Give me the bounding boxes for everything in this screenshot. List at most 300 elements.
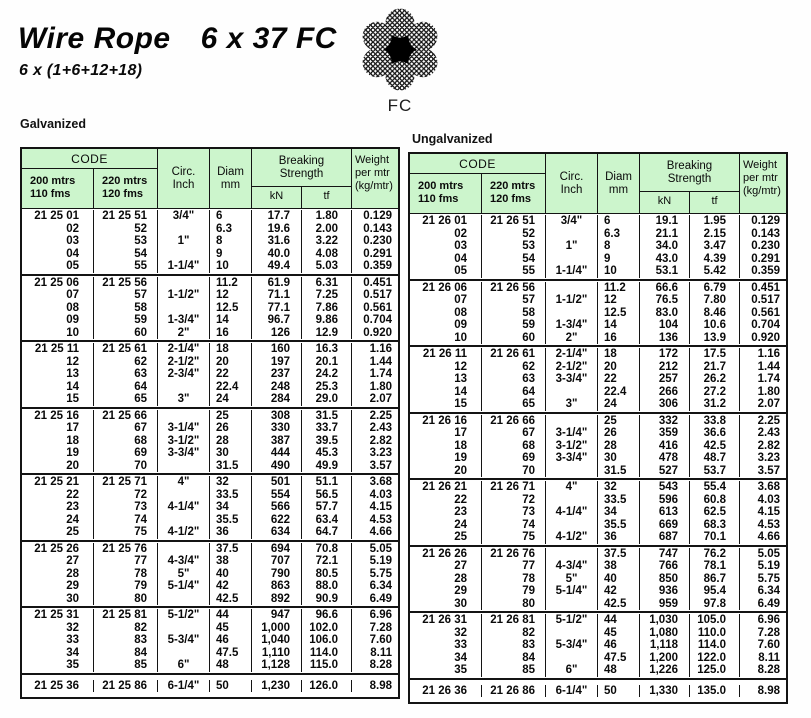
diam-cell: 48 bbox=[210, 659, 252, 672]
circ-cell bbox=[158, 223, 210, 236]
kn-cell: 1,118 bbox=[640, 639, 690, 652]
kn-cell: 53.1 bbox=[640, 265, 690, 278]
tf-cell: 3.22 bbox=[302, 235, 352, 248]
code-200-cell: 17 bbox=[22, 422, 94, 435]
diam-cell: 14 bbox=[210, 314, 252, 327]
kn-cell: 747 bbox=[640, 548, 690, 561]
diam-cell: 20 bbox=[210, 356, 252, 369]
tf-cell: 33.7 bbox=[302, 422, 352, 435]
diam-cell: 11.2 bbox=[598, 282, 640, 295]
code-200-cell: 34 bbox=[410, 652, 482, 665]
tf-cell: 125.0 bbox=[690, 664, 740, 677]
diam-cell: 31.5 bbox=[210, 460, 252, 473]
circ-cell: 6-1/4" bbox=[546, 685, 598, 698]
tf-cell: 70.1 bbox=[690, 531, 740, 544]
code-200-cell: 21 26 26 bbox=[410, 548, 482, 561]
kn-cell: 237 bbox=[252, 368, 302, 381]
table-header bbox=[22, 149, 398, 209]
diam-cell: 42 bbox=[598, 585, 640, 598]
row-group bbox=[22, 209, 398, 276]
circ-cell: 1" bbox=[546, 240, 598, 253]
diam-cell: 40 bbox=[210, 568, 252, 581]
tf-cell: 57.7 bbox=[302, 501, 352, 514]
code-header: CODE bbox=[22, 149, 157, 169]
kn-cell: 634 bbox=[252, 526, 302, 539]
kn-cell: 613 bbox=[640, 506, 690, 519]
tf-cell: 114.0 bbox=[302, 647, 352, 660]
rope-diagram-icon bbox=[356, 8, 444, 91]
diam-cell: 16 bbox=[210, 327, 252, 340]
breaking-strength-header-block bbox=[640, 154, 740, 213]
weight-cell: 8.11 bbox=[370, 646, 392, 659]
code-200-cell: 22 bbox=[410, 494, 482, 507]
diam-cell: 28 bbox=[210, 435, 252, 448]
code-200-header: 200 mtrs 110 fms bbox=[410, 174, 482, 213]
table-row bbox=[410, 215, 786, 228]
code-200-cell: 05 bbox=[410, 265, 482, 278]
kn-cell: 596 bbox=[640, 494, 690, 507]
code-200-cell: 21 25 16 bbox=[22, 410, 94, 423]
circ-cell: 5-3/4" bbox=[158, 634, 210, 647]
circ-cell bbox=[158, 622, 210, 635]
tf-cell: 80.5 bbox=[302, 568, 352, 581]
code-200-cell: 19 bbox=[410, 452, 482, 465]
tf-cell: 36.6 bbox=[690, 427, 740, 440]
diam-cell: 31.5 bbox=[598, 465, 640, 478]
kn-cell: 387 bbox=[252, 435, 302, 448]
code-200-cell: 24 bbox=[22, 514, 94, 527]
kn-cell: 892 bbox=[252, 593, 302, 606]
table-row bbox=[22, 277, 398, 290]
weight-cell: 0.517 bbox=[751, 294, 780, 306]
kn-cell: 77.1 bbox=[252, 302, 302, 315]
code-220-cell: 72 bbox=[482, 494, 546, 507]
weight-cell: 6.96 bbox=[369, 609, 392, 621]
tf-cell: 5.03 bbox=[302, 260, 352, 273]
code-220-cell: 63 bbox=[482, 373, 546, 386]
diam-cell: 32 bbox=[598, 481, 640, 494]
table-row bbox=[22, 447, 398, 460]
code-200-cell: 27 bbox=[22, 555, 94, 568]
code-200-cell: 08 bbox=[22, 302, 94, 315]
circ-cell: 3-1/4" bbox=[546, 427, 598, 440]
breaking-strength-header: Breaking Strength bbox=[640, 154, 739, 192]
table-row bbox=[410, 307, 786, 320]
code-200-cell: 25 bbox=[410, 531, 482, 544]
weight-cell: 2.25 bbox=[757, 414, 780, 427]
construction-subtitle: 6 x (1+6+12+18) bbox=[19, 62, 143, 79]
kn-cell: 257 bbox=[640, 373, 690, 386]
page-title-left: Wire Rope bbox=[18, 22, 171, 55]
table-row bbox=[22, 260, 398, 273]
circ-cell bbox=[158, 302, 210, 315]
circ-cell: 5" bbox=[158, 568, 210, 581]
tf-cell: 63.4 bbox=[302, 514, 352, 527]
tf-cell: 88.0 bbox=[302, 580, 352, 593]
circ-cell bbox=[158, 593, 210, 606]
kn-cell: 863 bbox=[252, 580, 302, 593]
kn-cell: 1,230 bbox=[252, 680, 302, 693]
circ-cell bbox=[546, 386, 598, 399]
code-220-cell: 21 26 81 bbox=[482, 614, 546, 627]
code-220-cell: 78 bbox=[94, 568, 158, 581]
diam-cell: 18 bbox=[598, 348, 640, 361]
code-200-cell: 30 bbox=[22, 593, 94, 606]
diam-cell: 22 bbox=[598, 373, 640, 386]
diam-cell: 12 bbox=[210, 289, 252, 302]
circ-cell bbox=[546, 519, 598, 532]
code-220-cell: 21 25 86 bbox=[94, 680, 158, 693]
diam-cell: 28 bbox=[598, 440, 640, 453]
code-200-cell: 09 bbox=[410, 319, 482, 332]
tf-cell: 114.0 bbox=[690, 639, 740, 652]
code-200-cell: 17 bbox=[410, 427, 482, 440]
weight-cell: 1.44 bbox=[757, 360, 780, 373]
diam-cell: 42 bbox=[210, 580, 252, 593]
kn-cell: 66.6 bbox=[640, 282, 690, 295]
circ-cell: 5-1/2" bbox=[158, 609, 210, 622]
kn-cell: 1,330 bbox=[640, 685, 690, 698]
weight-cell: 8.28 bbox=[369, 659, 392, 671]
table-row bbox=[410, 548, 786, 561]
diam-cell: 35.5 bbox=[210, 514, 252, 527]
table-row bbox=[22, 580, 398, 593]
table-row bbox=[410, 652, 786, 665]
tf-cell: 110.0 bbox=[690, 627, 740, 640]
code-220-cell: 74 bbox=[482, 519, 546, 532]
page-title-right: 6 x 37 FC bbox=[200, 22, 337, 55]
code-220-cell: 55 bbox=[94, 260, 158, 273]
code-200-cell: 21 25 26 bbox=[22, 543, 94, 556]
code-200-cell: 30 bbox=[410, 598, 482, 611]
kn-cell: 959 bbox=[640, 598, 690, 611]
table-row bbox=[22, 460, 398, 473]
code-200-cell: 03 bbox=[410, 240, 482, 253]
code-200-cell: 21 25 31 bbox=[22, 609, 94, 622]
code-220-cell: 21 25 61 bbox=[94, 343, 158, 356]
diam-cell: 14 bbox=[598, 319, 640, 332]
code-220-cell: 59 bbox=[482, 319, 546, 332]
diam-cell: 9 bbox=[210, 248, 252, 261]
circ-cell: 1" bbox=[158, 235, 210, 248]
code-220-cell: 73 bbox=[94, 501, 158, 514]
table-row bbox=[22, 568, 398, 581]
kn-cell: 17.7 bbox=[252, 210, 302, 223]
tf-cell: 105.0 bbox=[690, 614, 740, 627]
code-220-cell: 80 bbox=[94, 593, 158, 606]
circ-cell: 3-3/4" bbox=[546, 373, 598, 386]
weight-cell: 1.74 bbox=[757, 373, 780, 385]
kn-cell: 1,080 bbox=[640, 627, 690, 640]
kn-cell: 126 bbox=[252, 327, 302, 340]
weight-cell: 2.43 bbox=[369, 422, 392, 434]
code-220-cell: 79 bbox=[482, 585, 546, 598]
code-200-cell: 29 bbox=[22, 580, 94, 593]
tf-cell: 48.7 bbox=[690, 452, 740, 465]
code-220-cell: 21 25 66 bbox=[94, 410, 158, 423]
row-group bbox=[410, 547, 786, 614]
table-row bbox=[410, 265, 786, 278]
weight-cell: 3.68 bbox=[757, 481, 780, 493]
table-row bbox=[22, 593, 398, 606]
table-row bbox=[410, 228, 786, 241]
code-200-cell: 05 bbox=[22, 260, 94, 273]
code-200-cell: 21 25 11 bbox=[22, 343, 94, 356]
circ-cell bbox=[546, 598, 598, 611]
table-row bbox=[410, 573, 786, 586]
diam-cell: 16 bbox=[598, 332, 640, 345]
row-group bbox=[410, 414, 786, 481]
kn-cell: 330 bbox=[252, 422, 302, 435]
row-group bbox=[410, 347, 786, 414]
weight-cell: 0.230 bbox=[363, 235, 392, 247]
kn-cell: 766 bbox=[640, 560, 690, 573]
kn-cell: 332 bbox=[640, 415, 690, 428]
tf-cell: 70.8 bbox=[302, 543, 352, 556]
weight-cell: 2.25 bbox=[369, 409, 392, 422]
diam-cell: 42.5 bbox=[210, 593, 252, 606]
circ-cell: 1-1/4" bbox=[546, 265, 598, 278]
diam-cell: 37.5 bbox=[210, 543, 252, 556]
weight-cell: 0.451 bbox=[751, 281, 780, 294]
code-220-cell: 79 bbox=[94, 580, 158, 593]
table-row bbox=[410, 452, 786, 465]
weight-cell: 4.66 bbox=[369, 526, 392, 538]
rope-cross-section bbox=[352, 8, 448, 116]
code-220-cell: 84 bbox=[482, 652, 546, 665]
kn-cell: 1,040 bbox=[252, 634, 302, 647]
table-row bbox=[410, 348, 786, 361]
page-title bbox=[18, 22, 337, 56]
code-220-cell: 69 bbox=[482, 452, 546, 465]
table-row bbox=[22, 422, 398, 435]
kn-cell: 197 bbox=[252, 356, 302, 369]
circ-cell bbox=[158, 277, 210, 290]
weight-cell: 6.49 bbox=[757, 597, 780, 610]
diam-cell: 11.2 bbox=[210, 277, 252, 290]
code-220-cell: 62 bbox=[482, 361, 546, 374]
table-row bbox=[22, 435, 398, 448]
code-220-cell: 64 bbox=[94, 381, 158, 394]
kn-cell: 359 bbox=[640, 427, 690, 440]
tf-cell: 1.80 bbox=[302, 210, 352, 223]
code-200-cell: 35 bbox=[22, 659, 94, 672]
code-220-cell: 68 bbox=[94, 435, 158, 448]
diam-cell: 9 bbox=[598, 253, 640, 266]
code-200-cell: 15 bbox=[410, 398, 482, 411]
circ-cell: 3/4" bbox=[546, 215, 598, 228]
row-group bbox=[22, 542, 398, 609]
tf-cell: 53.7 bbox=[690, 465, 740, 478]
tf-cell: 55.4 bbox=[690, 481, 740, 494]
code-220-cell: 21 26 66 bbox=[482, 415, 546, 428]
diam-cell: 45 bbox=[210, 622, 252, 635]
tf-cell: 29.0 bbox=[302, 393, 352, 406]
diam-cell: 26 bbox=[598, 427, 640, 440]
weight-cell: 4.03 bbox=[757, 493, 780, 506]
diam-cell: 25 bbox=[598, 415, 640, 428]
tf-cell: 21.7 bbox=[690, 361, 740, 374]
kn-cell: 687 bbox=[640, 531, 690, 544]
diam-cell: 10 bbox=[598, 265, 640, 278]
code-200-cell: 20 bbox=[410, 465, 482, 478]
code-200-header: 200 mtrs 110 fms bbox=[22, 169, 94, 208]
table-row bbox=[410, 506, 786, 519]
table-row bbox=[410, 319, 786, 332]
circ-cell: 4-1/2" bbox=[158, 526, 210, 539]
code-200-cell: 21 26 06 bbox=[410, 282, 482, 295]
tf-cell: 9.86 bbox=[302, 314, 352, 327]
circ-cell bbox=[546, 253, 598, 266]
tf-cell: 115.0 bbox=[302, 659, 352, 672]
circ-cell: 4" bbox=[546, 481, 598, 494]
table-row bbox=[22, 381, 398, 394]
circ-cell: 2-1/2" bbox=[158, 356, 210, 369]
table-row bbox=[22, 248, 398, 261]
kn-cell: 1,128 bbox=[252, 659, 302, 672]
code-220-cell: 21 25 51 bbox=[94, 210, 158, 223]
table-row bbox=[22, 526, 398, 539]
weight-cell: 0.291 bbox=[363, 247, 392, 260]
code-220-cell: 75 bbox=[94, 526, 158, 539]
code-220-cell: 21 26 86 bbox=[482, 685, 546, 698]
code-200-cell: 18 bbox=[410, 440, 482, 453]
circ-cell: 4" bbox=[158, 476, 210, 489]
breaking-strength-header-block bbox=[252, 149, 352, 208]
tf-cell: 126.0 bbox=[302, 680, 352, 693]
weight-cell: 6.34 bbox=[369, 580, 392, 592]
code-220-cell: 21 26 56 bbox=[482, 282, 546, 295]
code-200-cell: 14 bbox=[410, 386, 482, 399]
table-row bbox=[410, 440, 786, 453]
tf-cell: 62.5 bbox=[690, 506, 740, 519]
diam-cell: 10 bbox=[210, 260, 252, 273]
code-200-cell: 24 bbox=[410, 519, 482, 532]
weight-cell: 1.74 bbox=[369, 368, 392, 380]
circ-cell: 1-1/4" bbox=[158, 260, 210, 273]
diam-cell: 36 bbox=[210, 526, 252, 539]
row-group bbox=[22, 475, 398, 542]
tf-cell: 3.47 bbox=[690, 240, 740, 253]
code-220-cell: 55 bbox=[482, 265, 546, 278]
code-200-cell: 03 bbox=[22, 235, 94, 248]
table-row bbox=[22, 393, 398, 406]
weight-cell: 4.66 bbox=[757, 531, 780, 543]
kn-cell: 554 bbox=[252, 489, 302, 502]
diam-header: Diam mm bbox=[598, 154, 640, 213]
code-220-cell: 21 26 61 bbox=[482, 348, 546, 361]
circ-cell: 3/4" bbox=[158, 210, 210, 223]
tf-cell: 27.2 bbox=[690, 386, 740, 399]
weight-cell: 0.230 bbox=[751, 240, 780, 252]
diam-cell: 37.5 bbox=[598, 548, 640, 561]
tf-cell: 60.8 bbox=[690, 494, 740, 507]
diam-cell: 6 bbox=[210, 210, 252, 223]
code-220-cell: 72 bbox=[94, 489, 158, 502]
weight-cell: 1.16 bbox=[757, 348, 780, 360]
tf-cell: 8.46 bbox=[690, 307, 740, 320]
table-row bbox=[410, 386, 786, 399]
table-row bbox=[410, 598, 786, 611]
table-row bbox=[22, 476, 398, 489]
code-220-cell: 21 25 81 bbox=[94, 609, 158, 622]
circ-cell: 4-1/4" bbox=[546, 506, 598, 519]
code-header: CODE bbox=[410, 154, 545, 174]
diam-cell: 42.5 bbox=[598, 598, 640, 611]
code-200-cell: 21 26 31 bbox=[410, 614, 482, 627]
section-label-galvanized: Galvanized bbox=[20, 117, 86, 131]
diam-cell: 8 bbox=[210, 235, 252, 248]
tf-cell: 7.86 bbox=[302, 302, 352, 315]
kn-cell: 478 bbox=[640, 452, 690, 465]
kn-header: kN bbox=[640, 192, 690, 213]
table-row bbox=[410, 465, 786, 478]
circ-cell: 3-1/2" bbox=[546, 440, 598, 453]
tf-cell: 76.2 bbox=[690, 548, 740, 561]
code-200-cell: 32 bbox=[410, 627, 482, 640]
tf-cell: 31.5 bbox=[302, 410, 352, 423]
kn-cell: 96.7 bbox=[252, 314, 302, 327]
kn-cell: 212 bbox=[640, 361, 690, 374]
circ-cell bbox=[158, 514, 210, 527]
code-220-cell: 65 bbox=[94, 393, 158, 406]
code-200-cell: 21 26 01 bbox=[410, 215, 482, 228]
diam-cell: 12.5 bbox=[598, 307, 640, 320]
kn-cell: 416 bbox=[640, 440, 690, 453]
table-row bbox=[410, 332, 786, 345]
table-row bbox=[410, 361, 786, 374]
code-220-cell: 65 bbox=[482, 398, 546, 411]
code-200-cell: 21 25 36 bbox=[22, 680, 94, 693]
diam-cell: 50 bbox=[598, 685, 640, 698]
diam-cell: 44 bbox=[210, 609, 252, 622]
galvanized-table-body bbox=[22, 209, 398, 697]
code-200-cell: 28 bbox=[22, 568, 94, 581]
circ-cell: 3-3/4" bbox=[158, 447, 210, 460]
circ-cell: 4-3/4" bbox=[546, 560, 598, 573]
weight-cell: 0.704 bbox=[363, 314, 392, 326]
tf-cell: 106.0 bbox=[302, 634, 352, 647]
weight-cell: 0.143 bbox=[363, 222, 392, 235]
circ-cell: 2-1/4" bbox=[158, 343, 210, 356]
kn-cell: 49.4 bbox=[252, 260, 302, 273]
kn-header: kN bbox=[252, 187, 302, 208]
circ-cell: 1-1/2" bbox=[546, 294, 598, 307]
weight-cell: 0.517 bbox=[363, 289, 392, 301]
circ-cell: 2" bbox=[158, 327, 210, 340]
tf-cell: 20.1 bbox=[302, 356, 352, 369]
kn-cell: 936 bbox=[640, 585, 690, 598]
weight-cell: 1.44 bbox=[369, 355, 392, 368]
code-220-cell: 53 bbox=[94, 235, 158, 248]
diam-cell: 22 bbox=[210, 368, 252, 381]
kn-cell: 306 bbox=[640, 398, 690, 411]
diam-cell: 25 bbox=[210, 410, 252, 423]
code-220-cell: 82 bbox=[94, 622, 158, 635]
table-row bbox=[22, 680, 398, 693]
code-200-cell: 34 bbox=[22, 647, 94, 660]
circ-header: Circ. Inch bbox=[158, 149, 210, 208]
weight-cell: 6.49 bbox=[369, 592, 392, 605]
code-220-cell: 75 bbox=[482, 531, 546, 544]
kn-cell: 1,226 bbox=[640, 664, 690, 677]
diam-cell: 6 bbox=[598, 215, 640, 228]
kn-cell: 61.9 bbox=[252, 277, 302, 290]
weight-cell: 1.80 bbox=[757, 385, 780, 398]
table-row bbox=[410, 664, 786, 677]
code-220-cell: 78 bbox=[482, 573, 546, 586]
diam-header: Diam mm bbox=[210, 149, 252, 208]
